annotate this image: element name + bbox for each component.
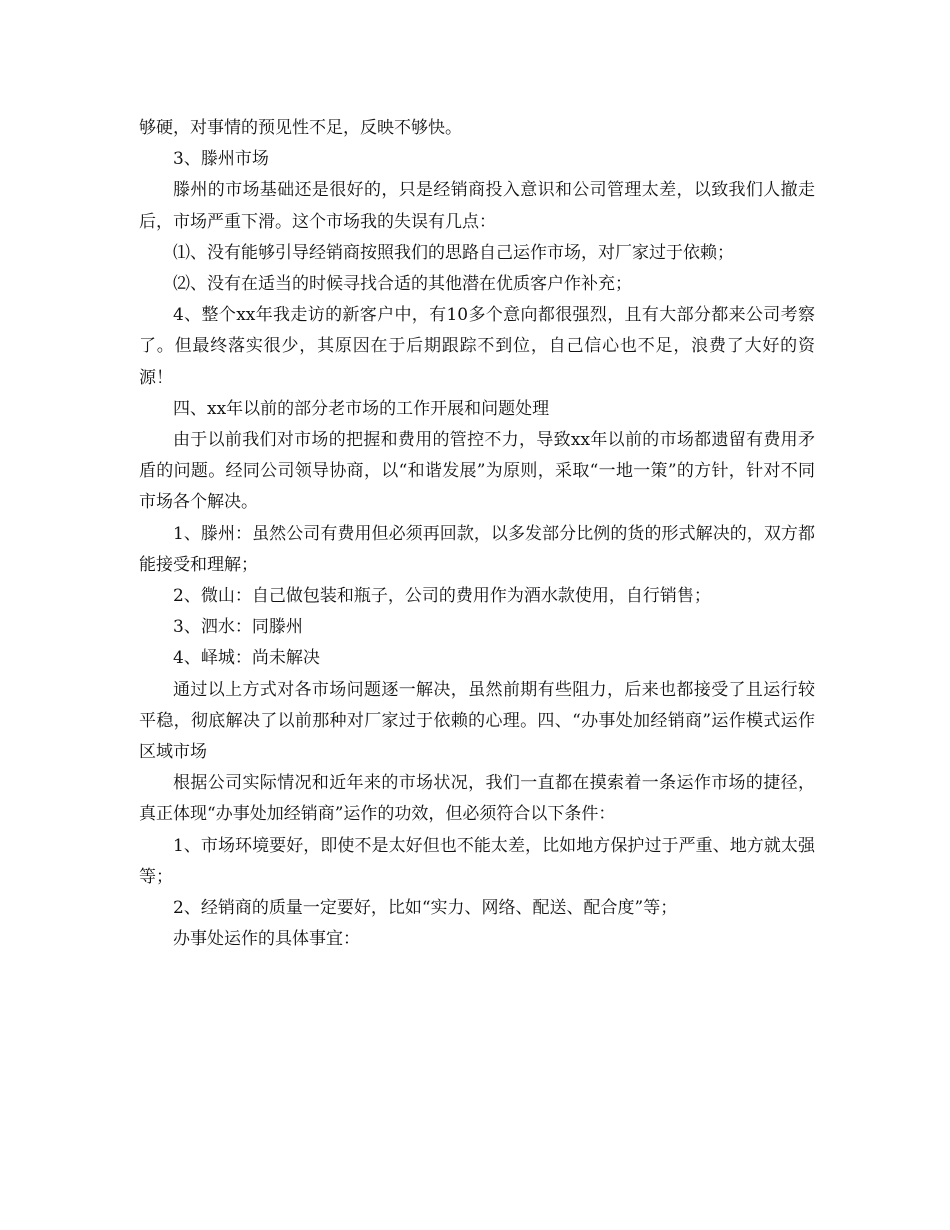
list-item: 3、泗水：同滕州: [173, 617, 303, 638]
list-item: ⑴、没有能够引导经销商按照我们的思路自己运作市场，对厂家过于依赖；: [173, 242, 734, 263]
paragraph: 通过以上方式对各市场问题逐一解决，虽然前期有些阻力，后来也都接受了且运行较平稳，彻底解决了以前那种对厂家过于依赖的心理。四、“办事处加经销商”运作模式运作区域市场: [139, 679, 815, 763]
paragraph: 滕州的市场基础还是很好的，只是经销商投入意识和公司管理太差，以致我们人撤走后，市场严重下滑。这个市场我的失误有几点：: [139, 180, 815, 232]
list-item: 2、经销商的质量一定要好，比如“实力、网络、配送、配合度”等；: [173, 898, 678, 919]
list-item: 2、微山：自己做包装和瓶子，公司的费用作为酒水款使用，自行销售；: [173, 586, 711, 607]
paragraph: 4、整个xx年我走访的新客户中，有10多个意向都很强烈，且有大部分都来公司考察了。但最终落实很少，其原因在于后期跟踪不到位，自己信心也不足，浪费了大好的资源！: [139, 305, 815, 388]
document-body: [139, 113, 815, 955]
list-item: ⑵、没有在适当的时候寻找合适的其他潜在优质客户作补充；: [173, 274, 632, 295]
list-item: 1、市场环境要好，即使不是太好但也不能太差，比如地方保护过于严重、地方就太强等；: [139, 835, 815, 887]
section-heading: 四、xx年以前的部分老市场的工作开展和问题处理: [173, 398, 550, 419]
list-item: 1、滕州：虽然公司有费用但必须再回款，以多发部分比例的货的形式解决的，双方都能接受和理解；: [139, 523, 815, 575]
paragraph: 办事处运作的具体事宜：: [173, 929, 360, 950]
list-item: 4、峄城：尚未解决: [173, 648, 320, 669]
paragraph: 根据公司实际情况和近年来的市场状况，我们一直都在摸索着一条运作市场的捷径，真正体现“办事处加经销商”运作的功效，但必须符合以下条件：: [139, 773, 815, 825]
paragraph: 由于以前我们对市场的把握和费用的管控不力，导致xx年以前的市场都遗留有费用矛盾的问题。经同公司领导协商，以“和谐发展”为原则，采取“一地一策”的方针，针对不同市场各个解决。: [139, 430, 815, 513]
paragraph: 够硬，对事情的预见性不足，反映不够快。: [139, 118, 462, 138]
section-heading: 3、滕州市场: [173, 149, 269, 170]
